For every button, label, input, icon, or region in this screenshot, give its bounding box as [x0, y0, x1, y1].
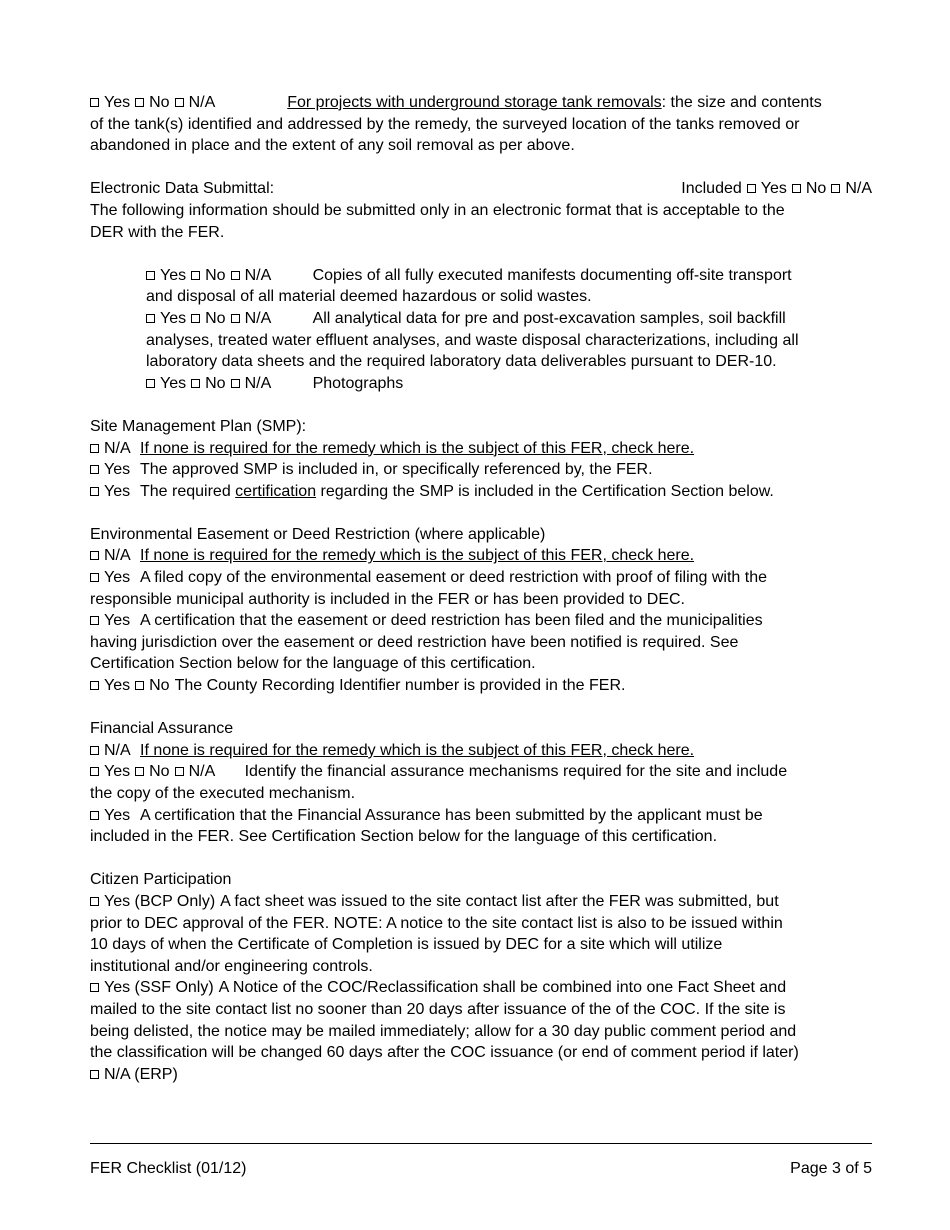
- smp-yes1-checkbox[interactable]: [90, 465, 99, 474]
- financial-yes1-checkbox[interactable]: [90, 767, 99, 776]
- recording-no-checkbox[interactable]: [135, 681, 144, 690]
- financial-yes2-item: Yes A certification that the Financial Assurance has been submitted by the applicant must be: [90, 805, 872, 827]
- manifests-na-checkbox[interactable]: [231, 271, 240, 280]
- ssf-checkbox[interactable]: [90, 983, 99, 992]
- financial-na1-checkbox[interactable]: [175, 767, 184, 776]
- eds-na-checkbox[interactable]: [831, 184, 840, 193]
- smp-yes2-item: Yes The required certification regarding the SMP is included in the Certification Section below.: [90, 481, 872, 503]
- footer-page-number: Page 3 of 5: [790, 1160, 872, 1177]
- easement-yes2-checkbox[interactable]: [90, 616, 99, 625]
- analytical-no-checkbox[interactable]: [191, 314, 200, 323]
- financial-title: Financial Assurance: [90, 720, 234, 738]
- photos-yes-checkbox[interactable]: [146, 379, 155, 388]
- easement-yes2-item: Yes A certification that the easement or deed restriction has been filed and the municipalities: [90, 610, 872, 632]
- eds-yes-checkbox[interactable]: [747, 184, 756, 193]
- citizen-bcp-item: Yes (BCP Only) A fact sheet was issued to the site contact list after the FER was submitted, but: [90, 891, 872, 913]
- certification-link[interactable]: certification: [235, 482, 317, 500]
- page-footer: [90, 1143, 872, 1177]
- eds-item-analytical: Yes No N/A All analytical data for pre and post-excavation samples, soil backfill: [90, 308, 872, 330]
- smp-title: Site Management Plan (SMP):: [90, 417, 307, 435]
- financial-no1-checkbox[interactable]: [135, 767, 144, 776]
- recording-yes-checkbox[interactable]: [90, 681, 99, 690]
- citizen-ssf-item: Yes (SSF Only) A Notice of the COC/Reclassification shall be combined into one Fact Sheet and: [90, 977, 872, 999]
- financial-yes2-checkbox[interactable]: [90, 811, 99, 820]
- footer-doc-title: FER Checklist (01/12): [90, 1160, 247, 1177]
- recording-item: Yes No The County Recording Identifier number is provided in the FER.: [90, 675, 872, 697]
- easement-na-checkbox[interactable]: [90, 551, 99, 560]
- ust-no-checkbox[interactable]: [135, 98, 144, 107]
- citizen-title: Citizen Participation: [90, 871, 232, 889]
- ust-na-checkbox[interactable]: [175, 98, 184, 107]
- bcp-checkbox[interactable]: [90, 897, 99, 906]
- eds-header: [90, 178, 872, 200]
- eds-item-photographs: Yes No N/A Photographs: [90, 373, 872, 395]
- smp-na-item: N/A If none is required for the remedy which is the subject of this FER, check here.: [90, 438, 872, 460]
- manifests-yes-checkbox[interactable]: [146, 271, 155, 280]
- financial-yes1-item: Yes No N/A Identify the financial assurance mechanisms required for the site and include: [90, 761, 872, 783]
- citizen-erp-item: N/A (ERP): [90, 1064, 872, 1086]
- easement-yes1-item: Yes A filed copy of the environmental easement or deed restriction with proof of filing with the: [90, 567, 872, 589]
- ust-yes-checkbox[interactable]: [90, 98, 99, 107]
- easement-yes1-checkbox[interactable]: [90, 573, 99, 582]
- analytical-yes-checkbox[interactable]: [146, 314, 155, 323]
- eds-no-checkbox[interactable]: [792, 184, 801, 193]
- easement-title: Environmental Easement or Deed Restriction (where applicable): [90, 525, 546, 543]
- smp-na-checkbox[interactable]: [90, 444, 99, 453]
- ust-heading: For projects with underground storage tank removals: [287, 94, 662, 111]
- eds-included: Included Yes No N/A: [681, 180, 872, 198]
- photos-na-checkbox[interactable]: [231, 379, 240, 388]
- checklist-page: Yes No N/A For projects with underground storage tank removals: the size and contents of the tank(s) identified and addressed by the remedy, the surveyed location of the tanks removed or abandoned in place and the extent of any soil removal as per above. Electronic Data Submittal: Included Yes No N/A The following information should be submitted only in an electronic format that is acceptable to the DER with the FER. Yes No N/A Copies of all fully executed manifests documenting off-site transport and disposal of all material deemed hazardous or solid wastes. Yes No N/A All analytical data for pre and post-excavation samples, soil backfill analyses, treated water effluent analyses, and waste disposal characterizations, including all laboratory data sheets and the required laboratory data deliverables pursuant to DER-10. Yes No N/A Photographs Site Management Plan (SMP): N/A If none is required for the remedy which is the subject of this FER, check here. Yes The approved SMP is included in, or specifically referenced by, the FER. Yes The required certification regarding the SMP is included in the Certification Section below. Environmental Easement or Deed Restriction (where applicable) N/A If none is required for the remedy which is the subject of this FER, check here. Yes A filed copy of the environmental easement or deed restriction with proof of filing with the responsible municipal authority is included in the FER or has been provided to DEC. Yes A certification that the easement or deed restriction has been filed and the municipalities having jurisdiction over the easement or deed restriction have been notified is required. See Certification Section below for the language of this certification. Yes No The County Recording Identifier number is provided in the FER. Financial Assurance N/A If none is required for the remedy which is the subject of this FER, check here. Yes No N/A Identify the financial assurance mechanisms required for the site and include the copy of the executed mechanism. Yes A certification that the Financial Assurance has been submitted by the applicant must be included in the FER. See Certification Section below for the language of this certification. Citizen Participation Yes (BCP Only) A fact sheet was issued to the site contact list after the FER was submitted, but prior to DEC approval of the FER. NOTE: A notice to the site contact list is also to be issued within 10 days of when the Certificate of Completion is issued by DEC for a site which will utilize institutional and/or engineering controls. Yes (SSF Only) A Notice of the COC/Reclassification shall be combined into one Fact Sheet and mailed to the site contact list no sooner than 20 days after issuance of the of the COC. If the site is being delisted, the notice may be mailed immediately; allow for a 30 day public comment period and the classification will be changed 60 days after the COC issuance (or end of comment period if later) N/A (ERP): [90, 92, 872, 1085]
- financial-na-checkbox[interactable]: [90, 746, 99, 755]
- easement-na-item: N/A If none is required for the remedy which is the subject of this FER, check here.: [90, 545, 872, 567]
- erp-checkbox[interactable]: [90, 1070, 99, 1079]
- manifests-no-checkbox[interactable]: [191, 271, 200, 280]
- financial-na-item: N/A If none is required for the remedy which is the subject of this FER, check here.: [90, 740, 872, 762]
- eds-item-manifests: Yes No N/A Copies of all fully executed manifests documenting off-site transport: [90, 265, 872, 287]
- smp-yes1-item: Yes The approved SMP is included in, or specifically referenced by, the FER.: [90, 459, 872, 481]
- ust-item: Yes No N/A For projects with underground storage tank removals: the size and contents: [90, 92, 872, 114]
- photos-no-checkbox[interactable]: [191, 379, 200, 388]
- eds-title: Electronic Data Submittal:: [90, 180, 275, 198]
- smp-yes2-checkbox[interactable]: [90, 487, 99, 496]
- analytical-na-checkbox[interactable]: [231, 314, 240, 323]
